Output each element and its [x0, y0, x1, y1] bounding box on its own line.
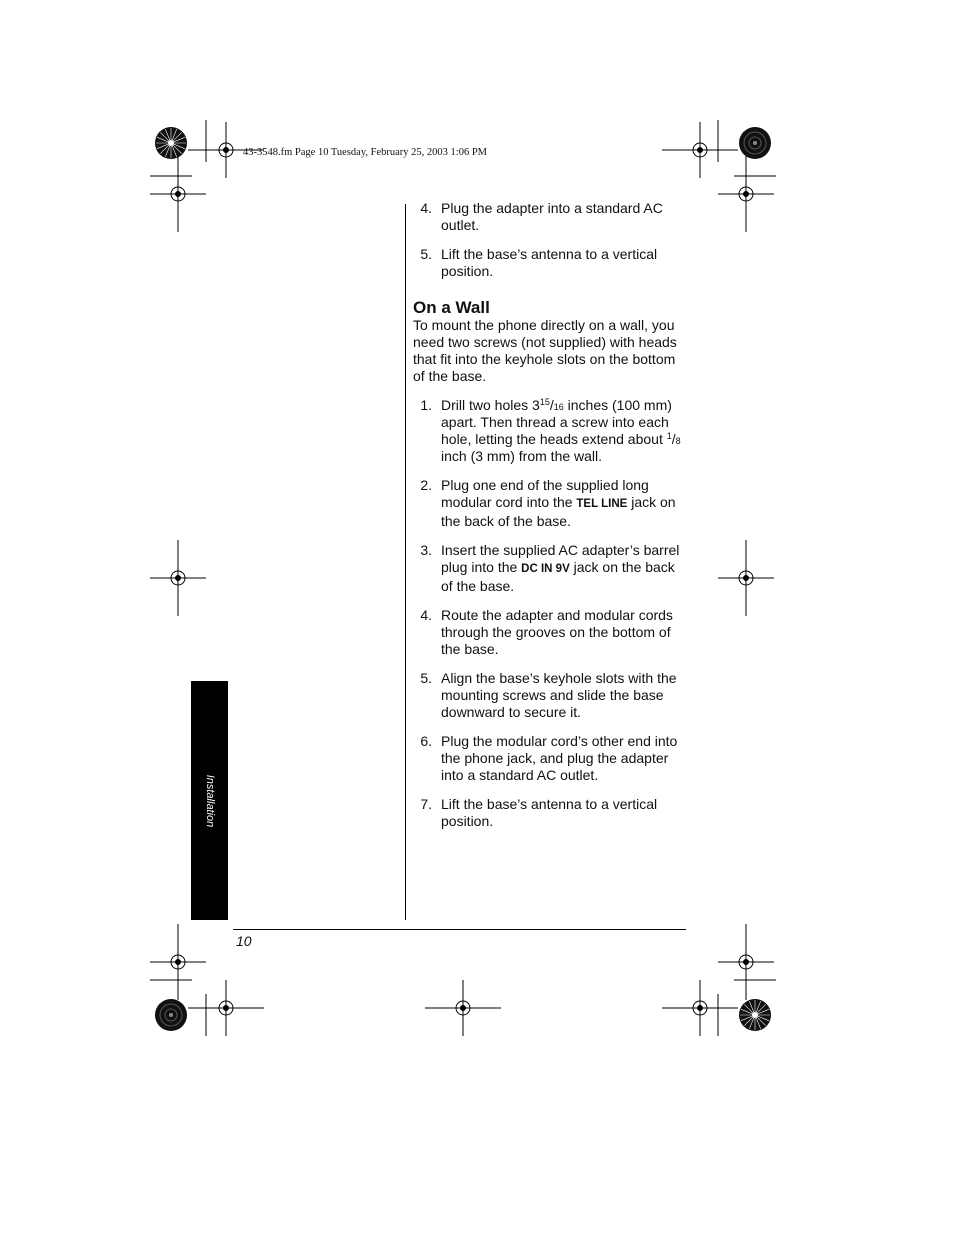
step-number: 5.	[420, 246, 432, 262]
continued-steps-list	[413, 200, 688, 280]
list-item	[413, 477, 688, 530]
list-item	[413, 670, 688, 721]
step-text: Insert the supplied AC adapter’s barrel plug into the DC IN 9V jack on the back of the base.	[441, 542, 680, 594]
fraction-denominator: 16	[553, 402, 564, 412]
section-heading: On a Wall	[413, 298, 490, 317]
list-item	[413, 397, 688, 465]
wall-mount-steps-list	[413, 397, 688, 830]
list-item	[413, 542, 688, 595]
fraction-numerator: 1	[666, 431, 672, 441]
starburst-top-right	[739, 127, 771, 159]
step-text: Plug the adapter into a standard AC outlet.	[441, 200, 663, 233]
step-number: 4.	[420, 607, 432, 623]
fraction-numerator: 15	[539, 397, 550, 407]
step-text: Route the adapter and modular cords through the grooves on the bottom of the base.	[441, 607, 673, 657]
step-text: Plug one end of the supplied long modular cord into the TEL LINE jack on the back of the base.	[441, 477, 676, 529]
section-side-tab	[191, 681, 228, 920]
jack-label: TEL LINE	[576, 498, 628, 510]
step-number: 2.	[420, 477, 432, 493]
list-item	[413, 607, 688, 658]
step-number: 6.	[420, 733, 432, 749]
step-number: 5.	[420, 670, 432, 686]
step-number: 4.	[420, 200, 432, 216]
list-item	[413, 796, 688, 830]
starburst-bottom-left	[155, 999, 187, 1031]
side-tab-label: Installation	[203, 774, 216, 827]
list-item	[413, 733, 688, 784]
file-header: 43-3548.fm Page 10 Tuesday, February 25, 2003 1:06 PM	[243, 147, 488, 158]
step-text: Plug the modular cord’s other end into the phone jack, and plug the adapter into a standard AC outlet.	[441, 733, 678, 783]
page-number: 10	[236, 933, 252, 949]
section-intro: To mount the phone directly on a wall, you need two screws (not supplied) with heads that fit into the keyhole slots on the bottom of the base.	[413, 317, 677, 384]
step-text: Drill two holes $3^{15}/16$ inches (100 mm) apart. Then thread a screw into each hole, letting the heads extend about $^1$/8 inch (3 mm) from the wall.	[441, 397, 681, 464]
list-item	[413, 200, 688, 234]
footer-rule	[233, 929, 686, 930]
step-number: 1.	[420, 397, 432, 413]
step-number: 3.	[420, 542, 432, 558]
starburst-top-left	[155, 127, 187, 159]
step-text: Lift the base’s antenna to a vertical position.	[441, 796, 658, 829]
main-column	[413, 200, 688, 842]
step-text: Lift the base’s antenna to a vertical position.	[441, 246, 658, 279]
column-divider	[405, 204, 406, 920]
jack-label: DC IN 9V	[521, 563, 570, 575]
starburst-bottom-right	[739, 999, 771, 1031]
fraction-denominator: 8	[675, 436, 681, 446]
step-number: 7.	[420, 796, 432, 812]
list-item	[413, 246, 688, 280]
step-text: Align the base’s keyhole slots with the mounting screws and slide the base downward to secure it.	[441, 670, 677, 720]
